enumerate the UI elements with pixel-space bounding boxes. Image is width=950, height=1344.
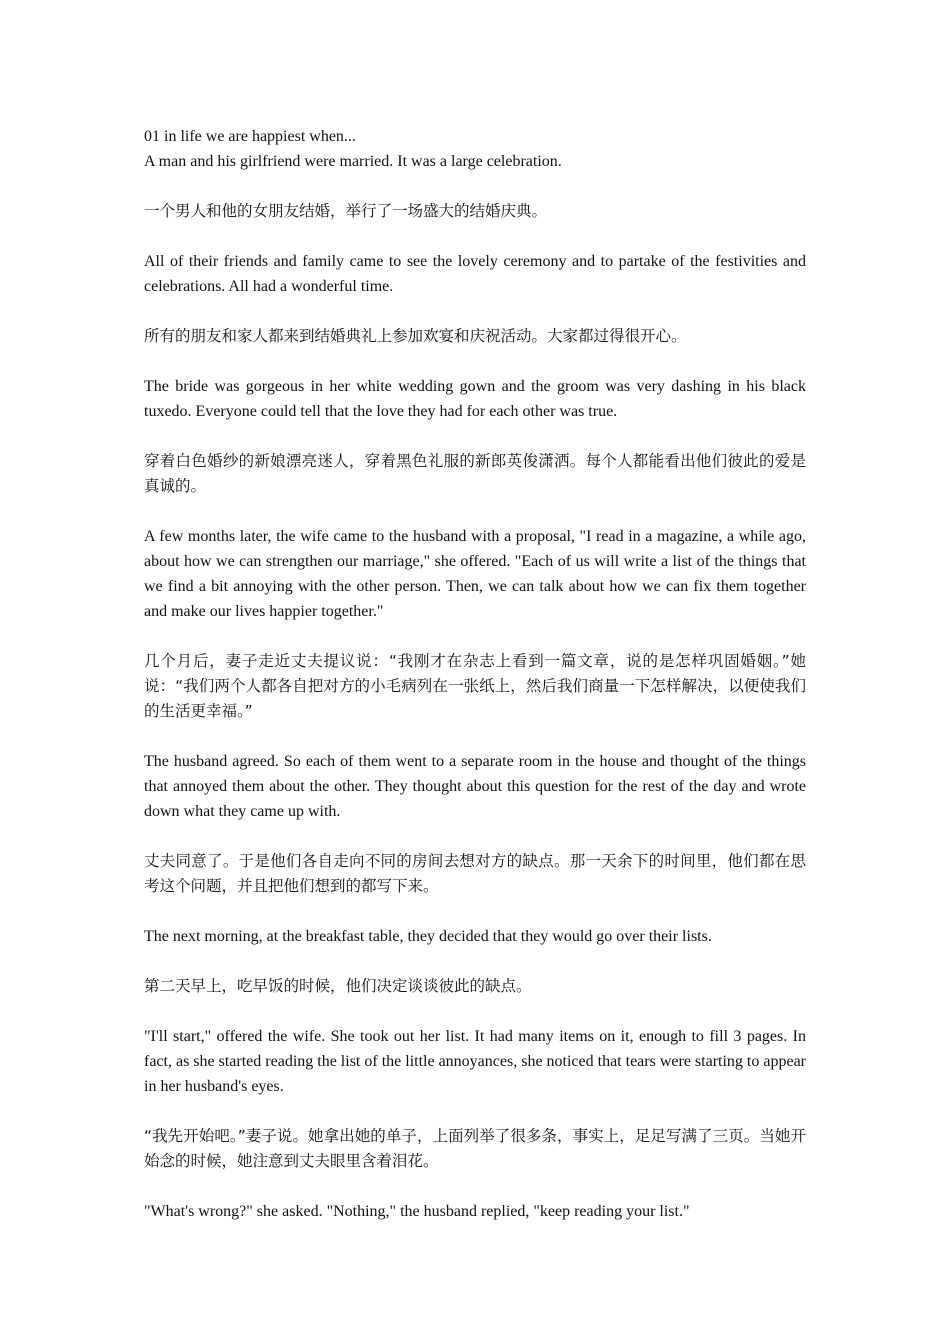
paragraph-4-en: A few months later, the wife came to the husband with a proposal, "I read in a magazine, a while ago, about how we can strengthen our marriage," she offered. "Each of us will write a list of the things that we find a bit annoying with the other person. Then, we can talk about how we can fix them together and make our lives happier together." — [144, 528, 806, 620]
paragraph-3-en: The bride was gorgeous in her white wedding gown and the groom was very dashing in his black tuxedo. Everyone could tell that the love they had for each other was true. — [144, 378, 806, 420]
paragraph-3-zh: 穿着白色婚纱的新娘漂亮迷人，穿着黑色礼服的新郎英俊潇洒。每个人都能看出他们彼此的爱是真诚的。 — [144, 452, 806, 495]
paragraph-1-zh: 一个男人和他的女朋友结婚，举行了一场盛大的结婚庆典。 — [144, 202, 548, 220]
paragraph-8-en: "What's wrong?" she asked. "Nothing," the husband replied, "keep reading your list." — [144, 1203, 690, 1220]
paragraph-6-en: The next morning, at the breakfast table, they decided that they would go over their lists. — [144, 928, 712, 945]
paragraph-4-zh: 几个月后，妻子走近丈夫提议说：“我刚才在杂志上看到一篇文章，说的是怎样巩固婚姻。”她说：“我们两个人都各自把对方的小毛病列在一张纸上，然后我们商量一下怎样解决，以便使我们的生活更幸福。” — [144, 652, 806, 720]
paragraph-5-en: The husband agreed. So each of them went to a separate room in the house and thought of the things that annoyed them about the other. They thought about this question for the rest of the day and wrote down what they came up with. — [144, 753, 806, 820]
paragraph-1-en: A man and his girlfriend were married. It was a large celebration. — [144, 153, 562, 170]
paragraph-6-zh: 第二天早上，吃早饭的时候，他们决定谈谈彼此的缺点。 — [144, 977, 532, 995]
paragraph-5-zh: 丈夫同意了。于是他们各自走向不同的房间去想对方的缺点。那一天余下的时间里，他们都在思考这个问题，并且把他们想到的都写下来。 — [144, 852, 806, 895]
paragraph-2-en: All of their friends and family came to see the lovely ceremony and to partake of the festivities and celebrations. All had a wonderful time. — [144, 253, 806, 295]
paragraph-2-zh: 所有的朋友和家人都来到结婚典礼上参加欢宴和庆祝活动。大家都过得很开心。 — [144, 327, 687, 345]
story-title: 01 in life we are happiest when... — [144, 128, 356, 145]
document-page — [144, 124, 806, 1224]
paragraph-7-zh: “我先开始吧。”妻子说。她拿出她的单子，上面列举了很多条，事实上，足足写满了三页。当她开始念的时候，她注意到丈夫眼里含着泪花。 — [144, 1127, 806, 1170]
paragraph-7-en: "I'll start," offered the wife. She took out her list. It had many items on it, enough to fill 3 pages. In fact, as she started reading the list of the little annoyances, she noticed that tears were starting to appear in her husband's eyes. — [144, 1028, 806, 1095]
